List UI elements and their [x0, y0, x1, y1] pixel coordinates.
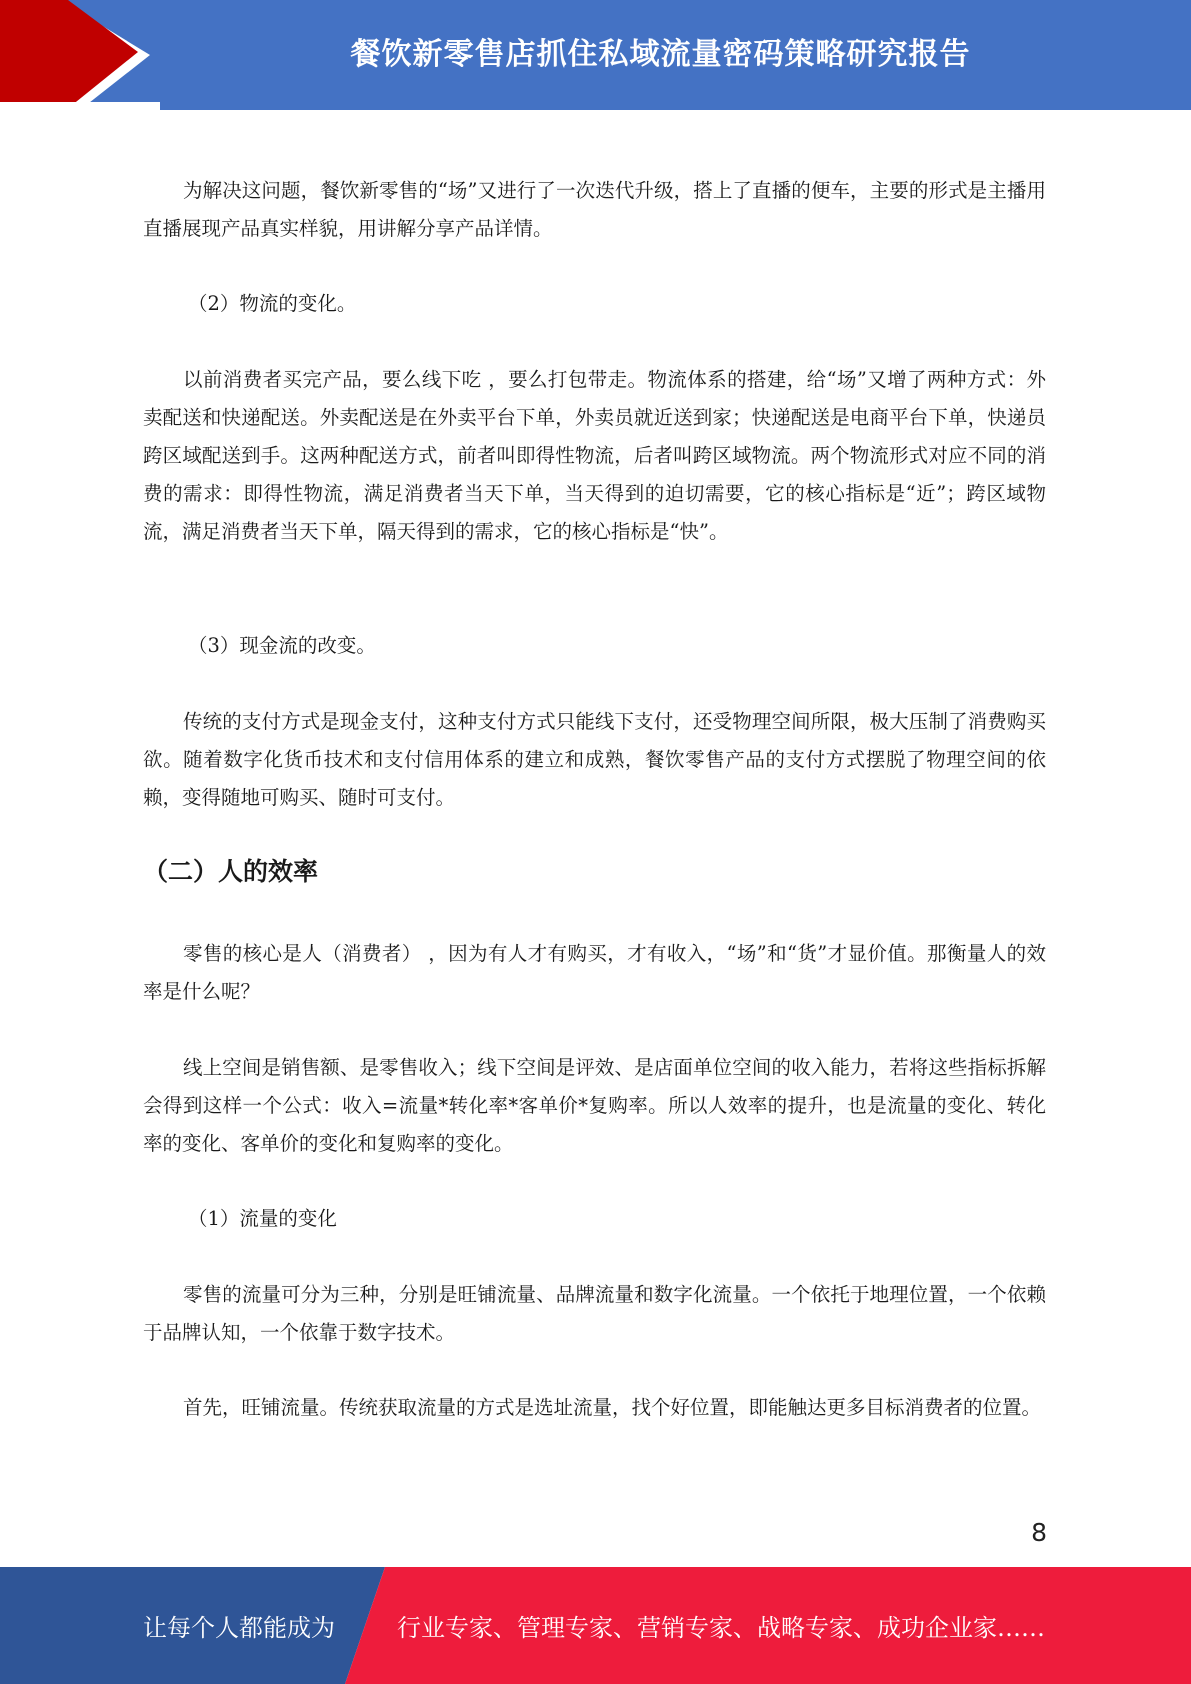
paragraph-payment: 传统的支付方式是现金支付，这种支付方式只能线下支付，还受物理空间所限，极大压制了消费购买欲。随着数字化货币技术和支付信用体系的建立和成熟，餐饮零售产品的支付方式摆脱了物理空间的依赖，变得随地可购买、随时可支付。 [143, 710, 1046, 809]
paragraph-logistics: 以前消费者买完产品，要么线下吃 ，要么打包带走。物流体系的搭建，给“场”又增了两种方式：外卖配送和快递配送。外卖配送是在外卖平台下单，外卖员就近送到家；快递配送是电商平台下单，快递员跨区域配送到手。这两种配送方式，前者叫即得性物流，后者叫跨区域物流。两个物流形式对应不同的消费的需求：即得性物流，满足消费者当天下单，当天得到的迫切需要，它的核心指标是“近”；跨区域物流，满足消费者当天下单，隔天得到的需求，它的核心指标是“快”。 [143, 368, 1046, 543]
footer-band [0, 1567, 1191, 1684]
page-number: 8 [1031, 1518, 1047, 1547]
header-chevron-icon [0, 0, 160, 110]
footer-slogan-right: 行业专家、管理专家、营销专家、战略专家、成功企业家…… [397, 1614, 1045, 1642]
footer-slogan-left: 让每个人都能成为 [143, 1614, 335, 1642]
document-title: 餐饮新零售店抓住私域流量密码策略研究报告 [350, 37, 971, 72]
paragraph-traffic-types: 零售的流量可分为三种，分别是旺铺流量、品牌流量和数字化流量。一个依托于地理位置，一个依赖于品牌认知，一个依靠于数字技术。 [143, 1283, 1046, 1344]
section-heading: （二）人的效率 [143, 857, 319, 886]
paragraph-retail-core: 零售的核心是人（消费者） ，因为有人才有购买，才有收入，“场”和“货”才显价值。那衡量人的效率是什么呢？ [143, 942, 1046, 1003]
subheading-cashflow: （3）现金流的改变。 [188, 634, 376, 657]
header-band [0, 0, 1191, 110]
paragraph-prime-location: 首先，旺铺流量。传统获取流量的方式是选址流量，找个好位置，即能触达更多目标消费者的位置。 [183, 1396, 1042, 1419]
paragraph-livestream: 为解决这问题，餐饮新零售的“场”又进行了一次迭代升级，搭上了直播的便车，主要的形式是主播用直播展现产品真实样貌，用讲解分享产品详情。 [143, 179, 1046, 240]
paragraph-efficiency: 线上空间是销售额、是零售收入；线下空间是评效、是店面单位空间的收入能力，若将这些指标拆解会得到这样一个公式：收入=流量*转化率*客单价*复购率。所以人效率的提升，也是流量的变化、转化率的变化、客单价的变化和复购率的变化。 [143, 1056, 1046, 1155]
subheading-logistics: （2）物流的变化。 [188, 292, 357, 315]
subheading-traffic: （1）流量的变化 [188, 1207, 337, 1230]
